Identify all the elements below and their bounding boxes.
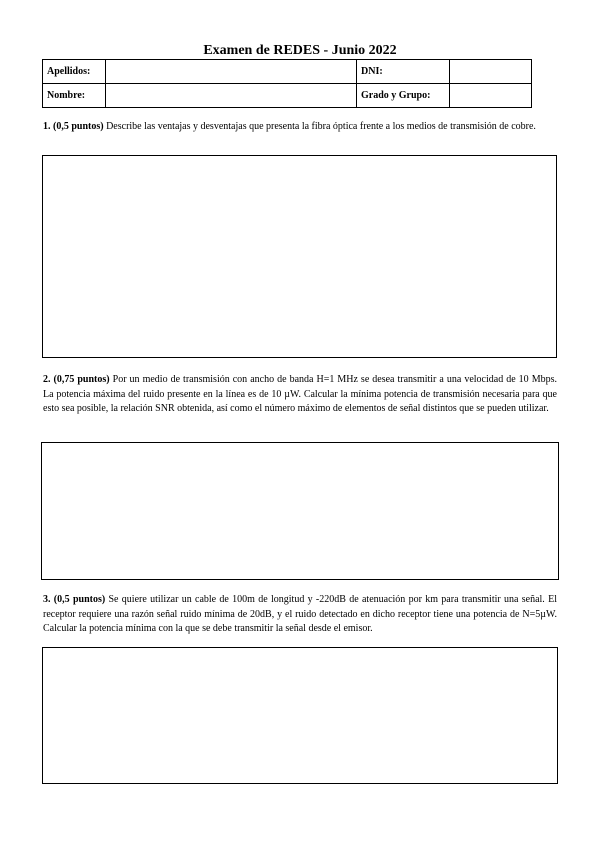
dni-label: DNI: <box>357 60 450 84</box>
question-3-text: Se quiere utilizar un cable de 100m de longitud y -220dB de atenuación por km para transmitir una señal. El receptor requiere una razón señal ruido mínima de 20dB, y el ruido detectado en dicho receptor tiene una potencia de N=5µW. Calcular la potencia mínima con la que se debe transmitir la señal desde el emisor. <box>43 594 557 634</box>
question-2-points: 2. (0,75 puntos) <box>43 374 110 385</box>
question-1 <box>43 120 557 135</box>
question-2 <box>43 373 557 417</box>
name-field[interactable] <box>106 84 357 108</box>
student-info-table <box>42 59 532 108</box>
question-2-text: Por un medio de transmisión con ancho de banda H=1 MHz se desea transmitir a una velocidad de 10 Mbps. La potencia máxima del ruido presente en la línea es de 10 µW. Calcular la mínima potencia de transmisión necesaria para que esto sea posible, la relación SNR obtenida, así como el número máximo de elementos de señal distintos que se pueden utilizar. <box>43 374 557 414</box>
question-3-points: 3. (0,5 puntos) <box>43 594 106 605</box>
question-1-text: Describe las ventajas y desventajas que presenta la fibra óptica frente a los medios de transmisión de cobre. <box>103 121 536 132</box>
group-label: Grado y Grupo: <box>357 84 450 108</box>
exam-title: Examen de REDES - Junio 2022 <box>203 43 397 58</box>
table-row <box>43 60 532 84</box>
group-field[interactable] <box>450 84 532 108</box>
answer-box-2[interactable] <box>41 442 559 580</box>
surname-field[interactable] <box>106 60 357 84</box>
surname-label: Apellidos: <box>43 60 106 84</box>
answer-box-1[interactable] <box>42 155 557 358</box>
question-3 <box>43 593 557 637</box>
name-label: Nombre: <box>43 84 106 108</box>
table-row <box>43 84 532 108</box>
question-1-points: 1. (0,5 puntos) <box>43 121 104 132</box>
dni-field[interactable] <box>450 60 532 84</box>
answer-box-3[interactable] <box>42 647 558 784</box>
